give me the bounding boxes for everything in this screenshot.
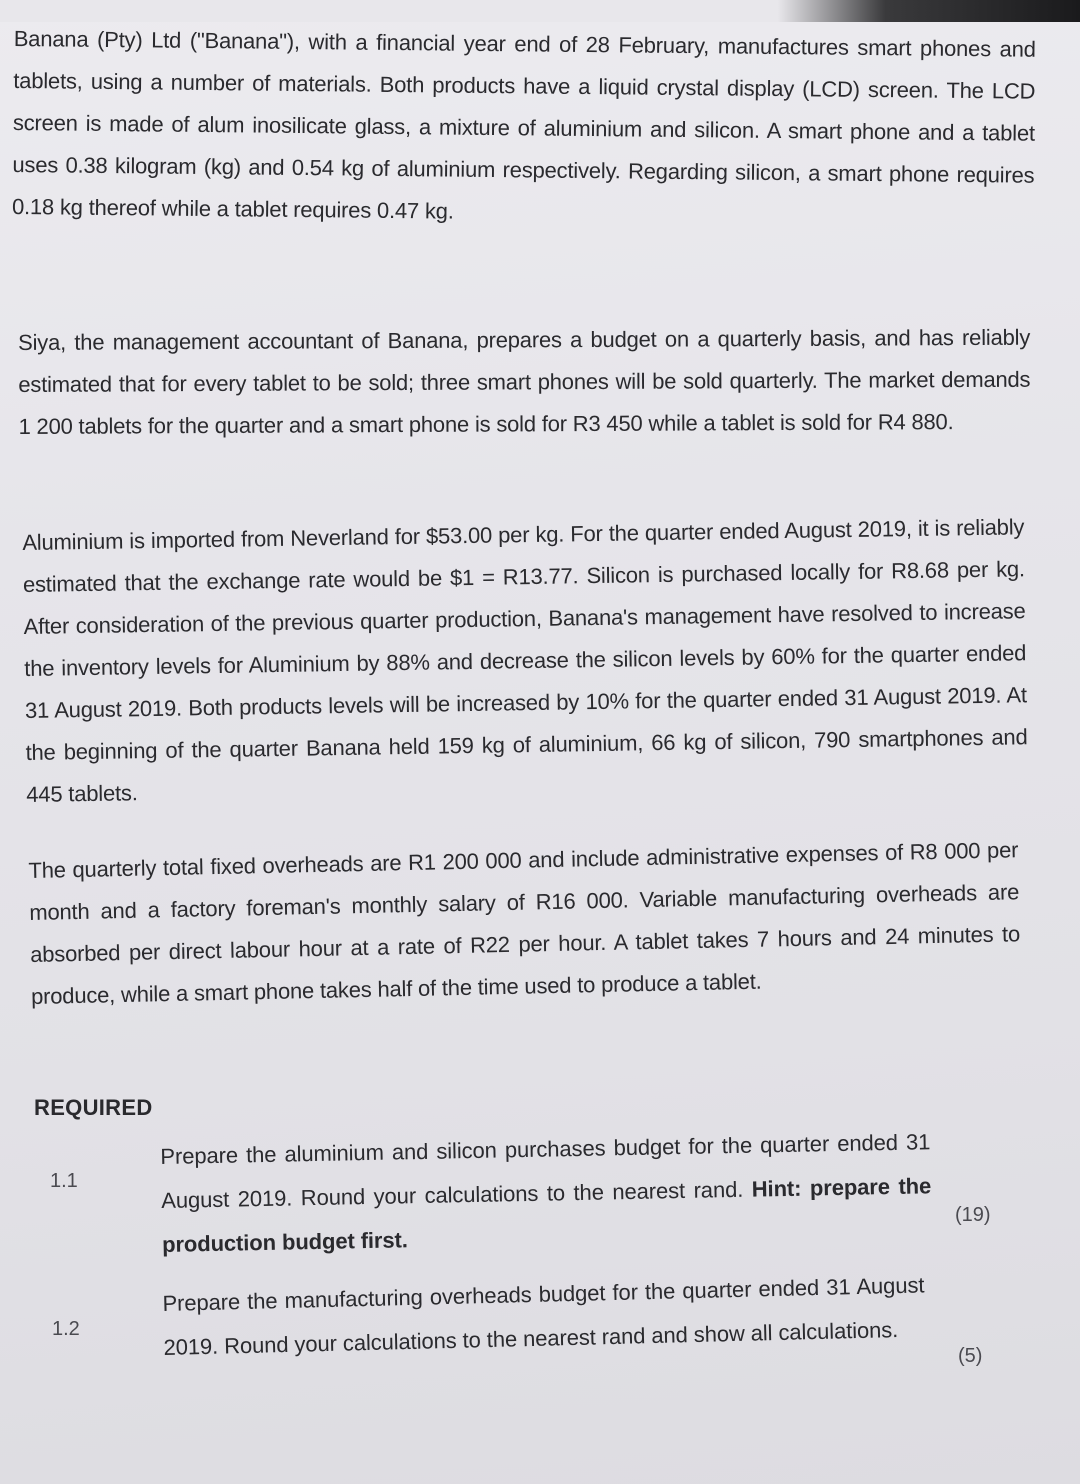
question-marks-1-2: (5) [958,1345,983,1367]
question-body-1-1: Prepare the aluminium and silicon purchases budget for the quarter ended 31 August 2019. Round your calculations to the nearest rand. [160,1129,931,1213]
question-marks-1-1: (19) [955,1204,991,1226]
question-number-1-2: 1.2 [52,1318,80,1340]
question-number-1-1: 1.1 [50,1170,78,1192]
question-hint-1-1: Hint: prepare the production budget first. [161,1173,932,1257]
paragraph-company-background: Banana (Pty) Ltd ("Banana"), with a financial year end of 28 February, manufactures smart phones and tablets, using a number of materials. Both products have a liquid crystal display (LCD) screen. The LCD screen is made of alum inosilicate glass, a mixture of aluminium and silicon. A smart phone and a tablet uses 0.38 kilogram (kg) and 0.54 kg of aluminium respectively. Regarding silicon, a smart phone requires 0.18 kg thereof while a tablet requires 0.47 kg. [11,25,1036,224]
question-text-1-2: Prepare the manufacturing overheads budget for the quarter ended 31 August 2019. Round your calculations to the nearest rand and show all calculations. [162,1272,925,1360]
question-text-1-1 [160,1120,932,1267]
paragraph-sales-estimate: Siya, the management accountant of Banana, prepares a budget on a quarterly basis, and has reliably estimated that for every tablet to be sold; three smart phones will be sold quarterly. The market demands 1 200 tablets for the quarter and a smart phone is sold for R3 450 while a tablet is sold for R4 880. [18,324,1031,439]
paragraph-materials-inventory: Aluminium is imported from Neverland for $53.00 per kg. For the quarter ended August 2019, it is reliably estimated that the exchange rate would be $1 = R13.77. Silicon is purchased locally for R8.68 per kg. After consideration of the previous quarter production, Banana's management have resolved to increase the inventory levels for Aluminium by 88% and decrease the silicon levels by 60% for the quarter ended 31 August 2019. Both products levels will be increased by 10% for the quarter ended 31 August 2019. At the beginning of the quarter Banana held 159 kg of aluminium, 66 kg of silicon, 790 smartphones and 445 tablets. [22,514,1028,807]
paragraph-overheads: The quarterly total fixed overheads are R1 200 000 and include administrative expenses of R8 000 per month and a factory foreman's monthly salary of R16 000. Variable manufacturing overheads are absorbed per direct labour hour at a rate of R22 per hour. A tablet takes 7 hours and 24 minutes to produce, while a smart phone takes half of the time used to produce a tablet. [28,837,1021,1009]
required-heading: REQUIRED [34,1095,153,1120]
